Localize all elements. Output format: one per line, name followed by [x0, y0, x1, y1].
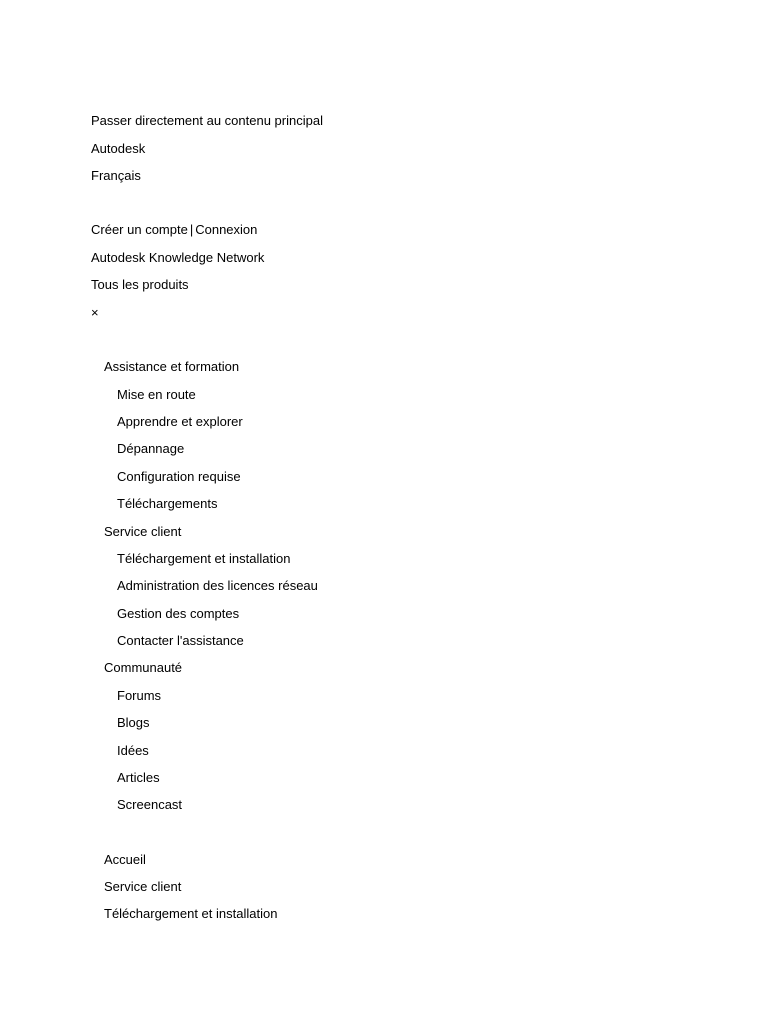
language-selector[interactable]: Français	[91, 168, 141, 183]
breadcrumb-download-install[interactable]: Téléchargement et installation	[104, 906, 278, 921]
nav-item-ideas[interactable]: Idées	[117, 743, 149, 758]
breadcrumb-customer-service[interactable]: Service client	[104, 879, 182, 894]
close-icon[interactable]: ×	[91, 305, 99, 320]
nav-item-screencast[interactable]: Screencast	[117, 797, 183, 812]
nav-item-system-requirements[interactable]: Configuration requise	[117, 469, 241, 484]
nav-item-network-license-admin[interactable]: Administration des licences réseau	[117, 578, 318, 593]
nav-item-articles[interactable]: Articles	[117, 770, 160, 785]
autodesk-logo-link[interactable]: Autodesk	[91, 141, 146, 156]
create-account-link[interactable]: Créer un compte	[91, 222, 188, 237]
knowledge-network-link[interactable]: Autodesk Knowledge Network	[91, 250, 265, 265]
nav-community[interactable]: Communauté	[104, 660, 183, 675]
all-products-link[interactable]: Tous les produits	[91, 277, 189, 292]
nav-item-getting-started[interactable]: Mise en route	[117, 387, 196, 402]
nav-item-account-management[interactable]: Gestion des comptes	[117, 606, 240, 621]
breadcrumb-home[interactable]: Accueil	[104, 852, 146, 867]
nav-item-forums[interactable]: Forums	[117, 688, 162, 703]
nav-support-and-learning[interactable]: Assistance et formation	[104, 359, 240, 374]
account-separator: |	[189, 222, 194, 237]
nav-item-blogs[interactable]: Blogs	[117, 715, 150, 730]
nav-item-downloads[interactable]: Téléchargements	[117, 496, 218, 511]
nav-customer-service[interactable]: Service client	[104, 524, 182, 539]
nav-item-troubleshooting[interactable]: Dépannage	[117, 441, 185, 456]
account-links	[91, 221, 257, 239]
nav-item-download-install[interactable]: Téléchargement et installation	[117, 551, 291, 566]
login-link[interactable]: Connexion	[195, 222, 258, 237]
nav-item-learn-explore[interactable]: Apprendre et explorer	[117, 414, 243, 429]
skip-to-content-link[interactable]: Passer directement au contenu principal	[91, 113, 323, 128]
nav-item-contact-support[interactable]: Contacter l'assistance	[117, 633, 244, 648]
